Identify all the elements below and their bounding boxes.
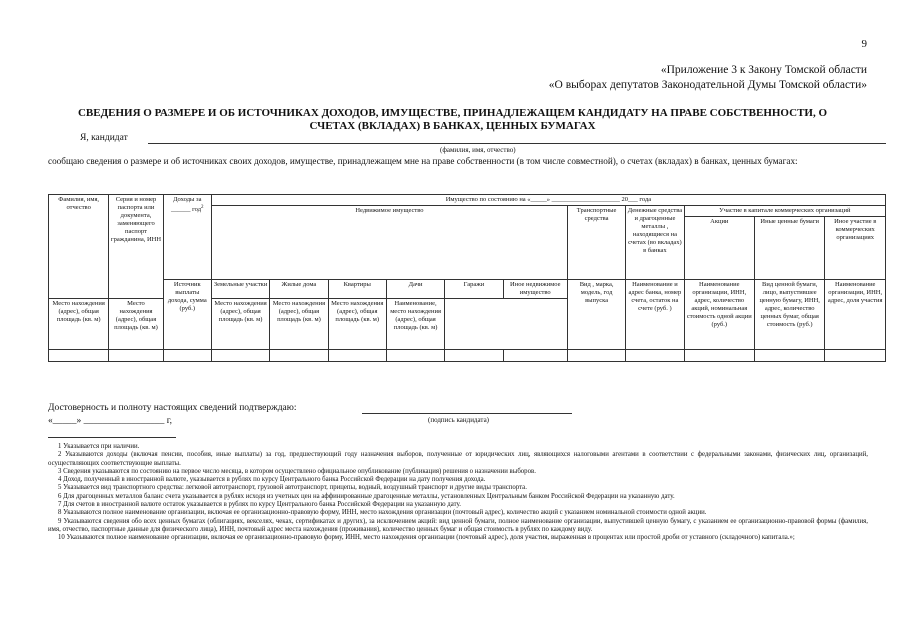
- data-cell[interactable]: [49, 350, 109, 362]
- data-cell[interactable]: [211, 350, 269, 362]
- footnotes: [48, 443, 868, 543]
- candidate-label: Я, кандидат: [80, 133, 128, 143]
- footnote: 8 Указываются полное наименование организации, включая ее организационно-правовую форму, ИНН, место нахождения организации (почтовый адрес), количество акций с указанием номинальной стоимости одной акции.: [58, 509, 707, 517]
- table-row[interactable]: [49, 350, 886, 362]
- income-property-table: [48, 194, 886, 362]
- footnote: 3 Сведения указываются по состоянию на первое число месяца, в котором осуществлено официальное опубликование (публикация) решения о назначении выборов.: [58, 467, 536, 475]
- fio-caption: (фамилия, имя, отчество): [440, 146, 516, 154]
- document-title: СВЕДЕНИЯ О РАЗМЕРЕ И ОБ ИСТОЧНИКАХ ДОХОДОВ, ИМУЩЕСТВЕ, ПРИНАДЛЕЖАЩЕМ КАНДИДАТУ НА ПРАВЕ СОБСТВЕННОСТИ, О СЧЕТАХ (ВКЛАДАХ) В БАНКАХ, ЦЕННЫХ БУМАГАХ: [77, 107, 828, 132]
- header-shares: Акции: [684, 217, 754, 280]
- confirmation-text: Достоверность и полноту настоящих сведений подтверждаю:: [48, 403, 297, 413]
- col-land: Земельные участки: [211, 280, 269, 299]
- col-houses: Жилые дома: [270, 280, 328, 299]
- data-cell[interactable]: [503, 350, 567, 362]
- header-property: Имущество по состоянию на «_____» _____________________ 20___ года: [211, 195, 885, 206]
- header-money: Денежные средства и драгоценные металлы , находящиеся на счетах (во вкладах) в банках: [626, 206, 684, 280]
- footnote: 5 Указывается вид транспортного средства: легковой автотранспорт, грузовой автотранспорт, прицепы, водный, воздушный транспорт и другие виды транспорта.: [58, 484, 527, 492]
- data-cell[interactable]: [270, 350, 328, 362]
- footnote: 2 Указываются доходы (включая пенсии, пособия, иные выплаты) за год, предшествующий году назначения выборов, полученные от юридических лиц, являющихся налоговыми агентами в соответствии с федеральными законами, физических лиц, организаций, осуществляющих соответствующие выплаты.: [48, 451, 868, 467]
- data-cell[interactable]: [567, 350, 625, 362]
- data-cell[interactable]: [754, 350, 824, 362]
- data-cell[interactable]: [445, 350, 503, 362]
- col-place: Место нахождения (адрес), общая площадь (кв. м): [211, 299, 269, 350]
- header-passport: Серия и номер паспорта или документа, заменяющего паспорт гражданина, ИНН: [109, 195, 163, 299]
- header-transport: Транспортные средства: [567, 206, 625, 280]
- signature-caption: (подпись кандидата): [428, 416, 490, 424]
- data-cell[interactable]: [684, 350, 754, 362]
- header-other-participation: Иное участие в коммерческих организациях: [825, 217, 886, 280]
- data-cell[interactable]: [328, 350, 386, 362]
- data-cell[interactable]: [626, 350, 684, 362]
- footnote: 7 Для счетов в иностранной валюте остаток указывается в рублях по курсу Центрального банка Российской Федерации на указанную дату.: [58, 501, 461, 509]
- page-number: 9: [861, 38, 867, 50]
- candidate-name-line[interactable]: [148, 143, 886, 144]
- data-cell[interactable]: [825, 350, 886, 362]
- footnote-divider: [48, 437, 176, 438]
- header-realty: Недвижимое имущество: [211, 206, 567, 280]
- appendix-line-2: «О выборах депутатов Законодательной Думы Томской области»: [548, 79, 867, 91]
- data-cell[interactable]: [386, 350, 444, 362]
- header-fio: Фамилия, имя, отчество: [49, 195, 109, 299]
- footnote: 9 Указываются сведения обо всех ценных бумагах (облигациях, векселях, чеках, сертификатах и других), за исключением акций: вид ценной бумаги, полное наименование организации, выпустившей ценную бумагу, с указанием ее организационно-правовой формы (фамилия, имя, отчество, паспортные данные для физического лица), ИНН, почтовый адрес места нахождения (проживания), количество ценных бумаг и общая стоимость в рублях по каждому виду.: [48, 517, 868, 533]
- col-shares: Наименование организации, ИНН, адрес, количество акций, номинальная стоимость одной акции (руб.): [684, 280, 754, 350]
- footnote: 1 Указывается при наличии.: [58, 443, 140, 450]
- col-other-place: Наименование, место нахождения (адрес), общая площадь (кв. м): [386, 299, 444, 350]
- col-garages: Гаражи: [445, 280, 503, 299]
- footnote: 10 Указываются полное наименование организации, включая ее организационно-правовую форму, ИНН, место нахождения организации (почтовый адрес), доля участия, выраженная в процентах или простой дроби от уставного (складочного) капитала.»;: [58, 534, 795, 542]
- data-cell[interactable]: [109, 350, 163, 362]
- col-vehicle: Вид , марка, модель, год выпуска: [567, 280, 625, 350]
- col-source: Источник выплаты дохода, сумма (руб.): [163, 280, 211, 350]
- footnote: 4 Доход, полученный в иностранной валюте, указывается в рублях по курсу Центрального банка Российской Федерации на дату получения дохода.: [58, 476, 486, 484]
- col-participation: Наименование организации, ИНН, адрес, доля участия: [825, 280, 886, 350]
- data-cell[interactable]: [163, 350, 211, 362]
- footnote: 6 Для драгоценных металлов баланс счета указывается в рублях исходя из учетных цен на аффинированные драгоценные металлы, установленных Центральным банком Российской Федерации на указанную дату.: [58, 492, 675, 500]
- col-place: Место нахождения (адрес), общая площадь (кв. м): [49, 299, 109, 350]
- col-securities: Вид ценной бумаги, лицо, выпустившее ценную бумагу, ИНН, адрес, количество ценных бумаг, общая стоимость (руб.): [754, 280, 824, 350]
- appendix-line-1: «Приложение 3 к Закону Томской области: [660, 64, 867, 76]
- col-dachas: Дачи: [386, 280, 444, 299]
- col-place: Место нахождения (адрес), общая площадь (кв. м): [109, 299, 163, 350]
- col-flats: Квартиры: [328, 280, 386, 299]
- header-other-securities: Иные ценные бумаги: [754, 217, 824, 280]
- date-line[interactable]: «_____» _________________ г,: [48, 416, 172, 426]
- col-place: Место нахождения (адрес), общая площадь (кв. м): [270, 299, 328, 350]
- signature-line[interactable]: [362, 413, 572, 414]
- header-income: Доходы за ______ год$^2$: [163, 195, 211, 280]
- col-place: Место нахождения (адрес), общая площадь (кв. м): [328, 299, 386, 350]
- col-bank: Наименование и адрес банка, номер счета, остаток на счете (руб. ): [626, 280, 684, 350]
- header-participation: Участие в капитале коммерческих организаций: [684, 206, 885, 217]
- col-other-realty: Иное недвижимое имущество: [503, 280, 567, 299]
- intro-text: сообщаю сведения о размере и об источниках своих доходов, имуществе, принадлежащем мне на праве собственности (в том числе совместной), о счетах (вкладах) в банках, ценных бумагах:: [48, 156, 798, 166]
